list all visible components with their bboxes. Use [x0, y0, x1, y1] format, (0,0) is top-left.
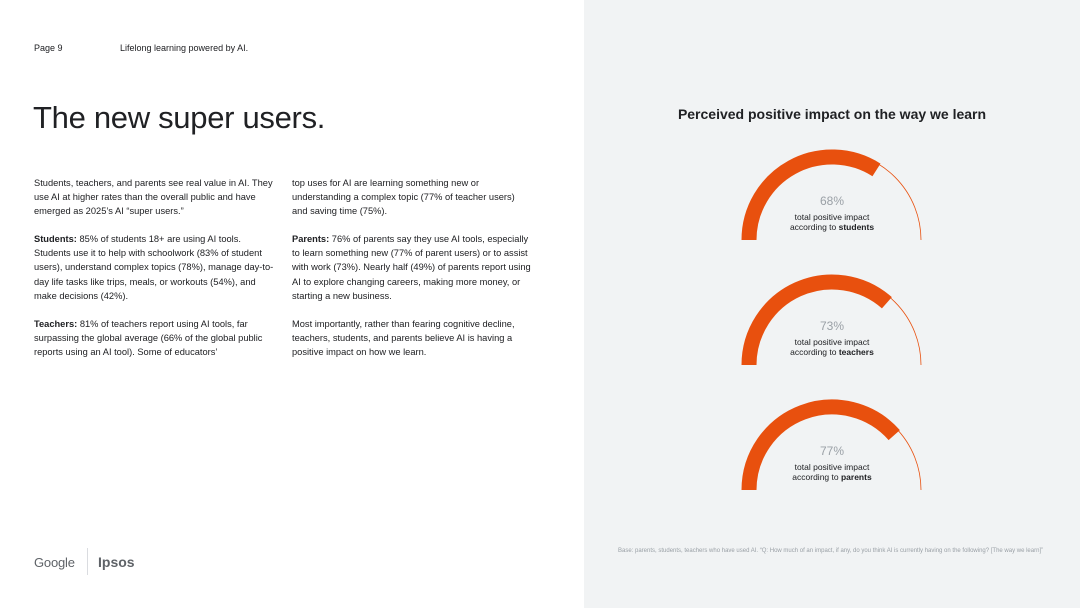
- teachers-text: 81% of teachers report using AI tools, far surpassing the global average (66% of the global public reports using an AI tool). Some of educators’: [34, 318, 263, 357]
- intro-paragraph: Students, teachers, and parents see real value in AI. They use AI at higher rates than the overall public and have emerged as 2025’s AI “super users.”: [34, 178, 273, 217]
- gauge-parents-label-prefix: total positive impact: [794, 462, 870, 472]
- gauge-teachers-label-mid: according to: [790, 347, 839, 357]
- parents-label: Parents:: [292, 234, 330, 245]
- ipsos-logo: Ipsos: [98, 554, 135, 570]
- chart-title: Perceived positive impact on the way we learn: [677, 106, 987, 122]
- gauge-parents-label-mid: according to: [792, 472, 841, 482]
- gauge-parents-group: parents: [840, 472, 872, 482]
- gauge-teachers-label-prefix: total positive impact: [794, 337, 870, 347]
- chart-panel: [584, 0, 1080, 608]
- gauge-students-label-mid: according to: [789, 222, 839, 232]
- gauge-students-group: students: [838, 222, 875, 232]
- teachers-continuation: top uses for AI are learning something new or understanding a complex topic (77% of teacher users) and saving time (75%).: [292, 178, 515, 217]
- parents-paragraph: [292, 232, 532, 302]
- conclusion-paragraph: Most importantly, rather than fearing cognitive decline, teachers, students, and parents believe AI is having a positive impact on how we learn.: [292, 318, 515, 357]
- text-column-left: [34, 176, 274, 373]
- gauge-students-label-prefix: total positive impact: [794, 212, 870, 222]
- gauge-parents-value: 77%: [819, 444, 845, 458]
- gauge-students-value: 68%: [819, 194, 845, 208]
- base-note: Base: parents, students, teachers who have used AI. “Q: How much of an impact, if any, do you think AI is currently having on the following? [The way we learn]”: [618, 548, 1044, 554]
- gauge-teachers-value: 73%: [819, 319, 845, 333]
- gauge-teachers: [738, 265, 928, 365]
- gauge-teachers-group: teachers: [838, 347, 874, 357]
- students-paragraph: [34, 232, 274, 302]
- parents-text: 76% of parents say they use AI tools, especially to learn something new (77% of parent users) or to assist with work (73%). Nearly half (49%) of parents report using AI to explore changing careers, making more money, or starting a new business.: [292, 234, 531, 301]
- gauge-teachers-label: [738, 337, 926, 357]
- teachers-label: Teachers:: [34, 318, 78, 329]
- gauge-parents: [738, 390, 928, 490]
- header-title: Lifelong learning powered by AI.: [120, 43, 249, 53]
- gauge-students-label: [738, 212, 926, 232]
- page-title: The new super users.: [33, 100, 326, 135]
- text-column-right: [292, 176, 532, 373]
- google-logo: Google: [34, 555, 75, 570]
- teachers-paragraph: [34, 317, 274, 359]
- page-number: Page 9: [34, 43, 63, 53]
- gauge-parents-label: [738, 462, 926, 482]
- students-text: 85% of students 18+ are using AI tools. Students use it to help with schoolwork (83% of student users), understand complex topics (78%), manage day-to-day life tasks like trips, meals, or workouts (54%), and make decisions (42%).: [34, 234, 274, 301]
- logo-divider: [87, 548, 88, 575]
- students-label: Students:: [34, 234, 77, 245]
- gauge-students: [738, 140, 928, 240]
